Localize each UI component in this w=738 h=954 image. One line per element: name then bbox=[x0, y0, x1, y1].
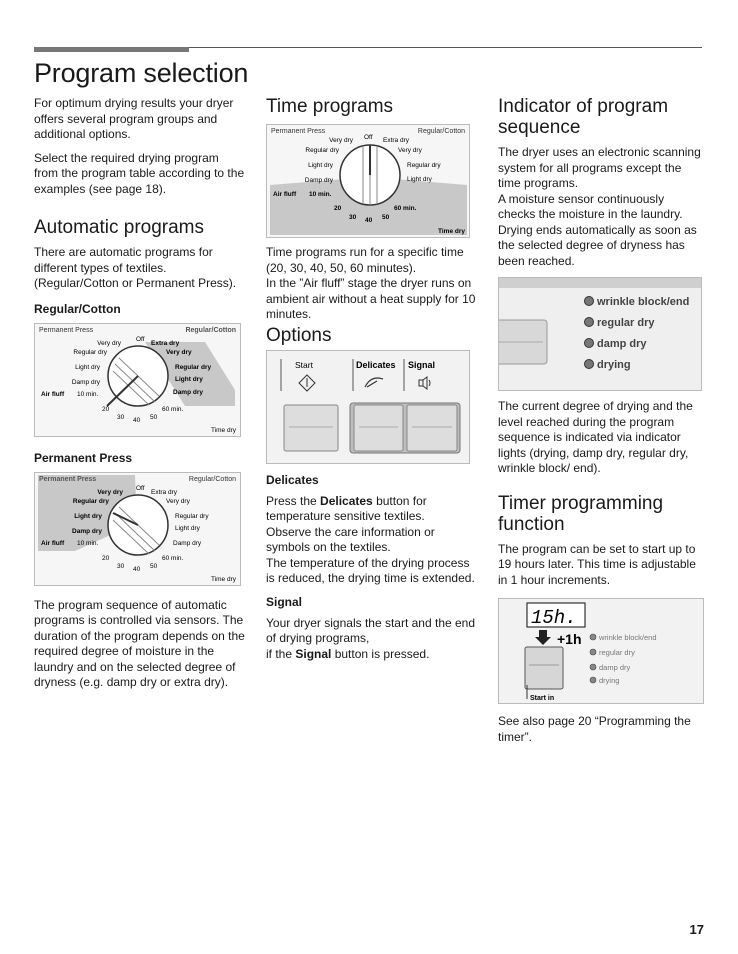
dial-label: 40 bbox=[133, 416, 141, 424]
dial-label: Air fluff bbox=[41, 390, 65, 398]
dial-label: Damp dry bbox=[173, 388, 203, 396]
indicator-light bbox=[590, 649, 596, 655]
dial-label: Air fluff bbox=[273, 191, 297, 198]
intro-paragraph-1: For optimum drying results your dryer offers several program groups and additional options. bbox=[34, 96, 234, 141]
option-label: Start bbox=[295, 359, 313, 370]
signal-emphasis: Signal bbox=[295, 646, 332, 661]
dial-label: 60 min. bbox=[394, 205, 417, 212]
top-rule-accent bbox=[34, 47, 189, 52]
signal-button[interactable] bbox=[407, 405, 457, 451]
indicator-label: damp dry bbox=[599, 663, 631, 672]
dial-label: Damp dry bbox=[304, 177, 333, 184]
permanent-press-heading: Permanent Press bbox=[34, 450, 133, 465]
dial-figure-permanent-press bbox=[34, 472, 241, 586]
see-also-text: See also page 20 “Programming the timer”. bbox=[498, 714, 691, 744]
dial-label: Extra dry bbox=[151, 488, 178, 496]
dial-label: Regular/Cotton bbox=[188, 475, 236, 483]
options-heading: Options bbox=[266, 324, 332, 346]
dial-label: Light dry bbox=[74, 512, 102, 520]
timer-panel-figure bbox=[498, 598, 704, 704]
dial-label: Time dry bbox=[210, 575, 236, 583]
indicator-heading: Indicator of program sequence bbox=[498, 96, 669, 138]
dial-label: 10 min. bbox=[309, 191, 332, 198]
dial-label: Regular dry bbox=[175, 363, 212, 371]
text-span: Press the bbox=[266, 493, 321, 508]
timer-text: The program can be set to start up to 19 hours later. This time is adjustable in 1 hour increments. bbox=[498, 541, 696, 587]
automatic-programs-text: There are automatic programs for different types of textiles. (Regular/Cotton or Permanent Press). bbox=[34, 245, 237, 290]
dial-label: 10 min. bbox=[77, 539, 99, 547]
indicator-light bbox=[585, 297, 594, 306]
dial-label: Damp dry bbox=[173, 539, 202, 547]
dial-label: Regular dry bbox=[305, 147, 339, 154]
signal-icon bbox=[419, 377, 430, 389]
dial-label: Off bbox=[364, 134, 373, 141]
dial-label: Light dry bbox=[175, 375, 203, 383]
indicator-text-2: A moisture sensor continuously checks the moisture in the laundry. Drying ends automatically as soon as the selected degree of dryness has been reached. bbox=[498, 191, 697, 268]
dial-label: Off bbox=[136, 335, 145, 343]
indicator-label: regular dry bbox=[599, 648, 635, 657]
dial-label: Damp dry bbox=[71, 378, 100, 386]
delicates-text-2: Observe the care information or symbols on the textiles. bbox=[266, 524, 435, 554]
text-span: button is pressed. bbox=[331, 646, 430, 661]
dial-label: Permanent Press bbox=[271, 128, 326, 135]
dial-label: Extra dry bbox=[383, 137, 410, 144]
program-sequence-text: The program sequence of automatic programs is controlled via sensors. The duration of the program depends on the required degree of moisture in the laundry and on the selected degree of dryness (e.g. damp dry or extra dry). bbox=[34, 597, 245, 689]
dial-label: Permanent Press bbox=[39, 475, 97, 483]
time-programs-text-2: In the ”Air fluff” stage the dryer runs on ambient air without a heat supply for 10 minutes. bbox=[266, 276, 476, 321]
signal-text-1: Your dryer signals the start and the end of drying programs, bbox=[266, 615, 476, 645]
option-label: Signal bbox=[408, 359, 436, 370]
column-left bbox=[34, 96, 246, 699]
dial-label: 20 bbox=[334, 205, 342, 212]
delicates-icon bbox=[365, 378, 383, 387]
time-programs-heading: Time programs bbox=[266, 96, 394, 117]
dial-figure-time-programs bbox=[266, 124, 470, 238]
dial-label: 60 min. bbox=[162, 405, 184, 413]
delicates-text-3: The temperature of the drying process is reduced, the drying time is extended. bbox=[266, 555, 475, 585]
text-span: if the bbox=[266, 646, 296, 661]
dial-label: Very dry bbox=[329, 137, 353, 144]
column-middle bbox=[266, 96, 478, 670]
signal-heading: Signal bbox=[266, 594, 303, 609]
page-number: 17 bbox=[689, 922, 704, 937]
delicates-button[interactable] bbox=[354, 405, 403, 451]
dial-label: 30 bbox=[117, 562, 125, 570]
option-label: Delicates bbox=[356, 359, 396, 370]
dial-label: 20 bbox=[102, 554, 110, 562]
dial-label: 40 bbox=[133, 565, 141, 573]
start-in-label: Start in bbox=[530, 695, 555, 702]
dial-label: Off bbox=[136, 484, 145, 492]
dial-label: Light dry bbox=[308, 162, 333, 169]
dial-label: Light dry bbox=[407, 176, 432, 183]
dial-label: 50 bbox=[150, 562, 158, 570]
page-title: Program selection bbox=[34, 58, 249, 88]
dial-label: Regular dry bbox=[407, 162, 441, 169]
dial-label: Very dry bbox=[97, 488, 123, 496]
delicates-heading: Delicates bbox=[266, 472, 319, 487]
indicator-light bbox=[585, 360, 594, 369]
dial-label: Light dry bbox=[75, 363, 100, 371]
dial-label: 30 bbox=[349, 214, 357, 221]
dial-label: 50 bbox=[150, 413, 158, 421]
indicator-light bbox=[585, 318, 594, 327]
automatic-programs-heading: Automatic programs bbox=[34, 217, 205, 238]
indicator-light bbox=[590, 664, 596, 670]
dial-label: Extra dry bbox=[151, 339, 180, 347]
indicator-label: damp dry bbox=[597, 338, 647, 350]
dial-label: Regular/Cotton bbox=[185, 326, 236, 334]
dial-label: 30 bbox=[117, 413, 125, 421]
dial-label: 40 bbox=[365, 217, 373, 224]
indicator-label: drying bbox=[597, 359, 631, 371]
column-right bbox=[498, 96, 704, 753]
dial-label: 50 bbox=[382, 214, 390, 221]
dial-label: Regular dry bbox=[73, 348, 107, 356]
options-panel-figure bbox=[266, 350, 470, 464]
dial-label: Damp dry bbox=[72, 527, 102, 535]
indicator-label: wrinkle block/end bbox=[599, 633, 657, 642]
indicator-label: drying bbox=[599, 676, 620, 685]
delicates-text-1 bbox=[266, 494, 478, 525]
start-button[interactable] bbox=[284, 405, 338, 451]
delicates-emphasis: Delicates bbox=[320, 493, 373, 508]
signal-text-2 bbox=[266, 647, 478, 663]
dial-label: 20 bbox=[102, 405, 110, 413]
dial-figure-regular-cotton bbox=[34, 323, 241, 437]
dial-label: 60 min. bbox=[162, 554, 184, 562]
indicator-label: regular dry bbox=[597, 317, 655, 329]
indicator-label: wrinkle block/end bbox=[597, 296, 690, 308]
timer-heading: Timer programming function bbox=[498, 492, 664, 535]
timer-display-value: 15h. bbox=[531, 607, 577, 629]
dial-label: Very dry bbox=[398, 147, 422, 154]
text-span: button for temperature sensitive textiles. bbox=[266, 493, 427, 523]
plus-one-hour-label: +1h bbox=[557, 631, 582, 647]
time-programs-text-1: Time programs run for a specific time (20, 30, 40, 50, 60 minutes). bbox=[266, 245, 464, 275]
dial-label: Very dry bbox=[166, 348, 192, 356]
arrow-down-icon bbox=[535, 630, 551, 645]
dial-label: Air fluff bbox=[41, 539, 65, 547]
dial-label: Permanent Press bbox=[39, 326, 94, 334]
indicator-panel-figure bbox=[498, 277, 702, 391]
dial-label: Regular/Cotton bbox=[417, 128, 465, 135]
intro-paragraph-2: Select the required drying program from the program table according to the examples (see page 18). bbox=[34, 150, 245, 196]
regular-cotton-heading: Regular/Cotton bbox=[34, 301, 121, 316]
current-degree-text: The current degree of drying and the level reached during the program sequence is indicated via indicator lights (drying, damp dry, regular dry, wrinkle block/ end). bbox=[498, 399, 693, 475]
dial-label: Regular dry bbox=[72, 497, 109, 505]
dial-label: 10 min. bbox=[77, 390, 99, 398]
indicator-light bbox=[590, 677, 596, 683]
dial-label: Time dry bbox=[210, 426, 236, 434]
indicator-light bbox=[590, 634, 596, 640]
start-in-button bbox=[525, 647, 563, 689]
dial-label: Time dry bbox=[438, 228, 465, 235]
indicator-text-1: The dryer uses an electronic scanning system for all programs except the time programs. bbox=[498, 145, 701, 190]
dial-label: Regular dry bbox=[175, 512, 209, 520]
indicator-light bbox=[585, 339, 594, 348]
dial-label: Very dry bbox=[97, 339, 121, 347]
dial-label: Light dry bbox=[175, 524, 200, 532]
dial-label: Very dry bbox=[166, 497, 190, 505]
